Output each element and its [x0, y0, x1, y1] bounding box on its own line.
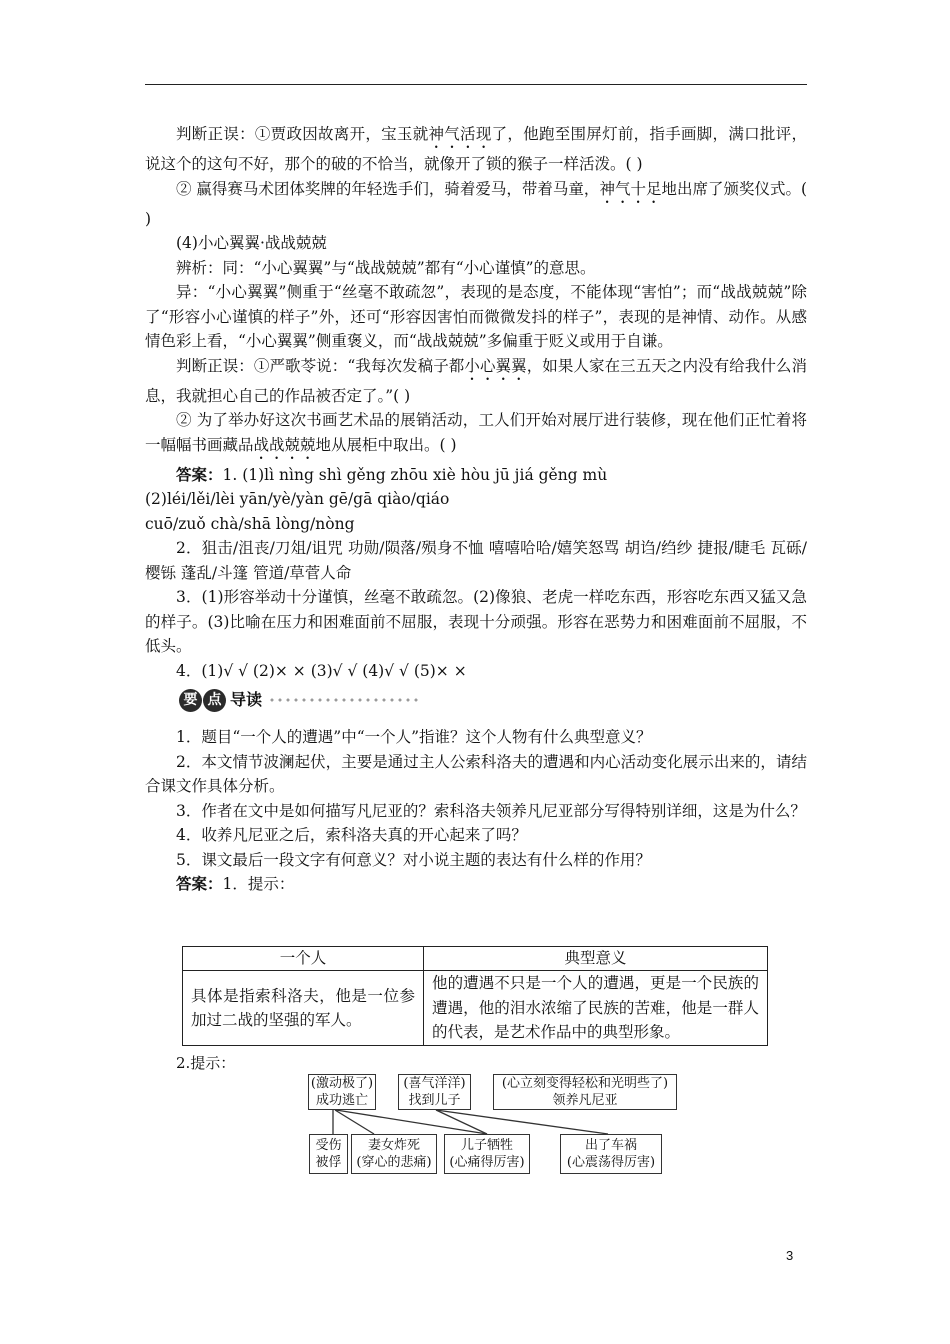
table-cell: 具体是指索科洛夫，他是一位参加过二战的坚强的军人。: [183, 971, 424, 1046]
flow-box-adopt: [493, 1074, 677, 1110]
flow-text: 妻女炸死: [367, 1138, 420, 1153]
banner-circle: 要: [179, 689, 202, 712]
flow-text: 出了车祸: [584, 1138, 637, 1153]
dotted-term: 小心翼翼: [464, 356, 527, 375]
answers-1-line5: 3．(1)形容举动十分谨慎，丝毫不敢疏忽。(2)像狼、老虎一样吃东西，形容吃东西又猛又急的样子。(3)比喻在压力和困难面前不屈服，表现十分顽强。形容在恶势力和困难面前不屈服，不低头。: [145, 588, 807, 655]
text: 1．提示：: [222, 875, 295, 893]
question-5: 5．课文最后一段文字有何意义？对小说主题的表达有什么样的作用？: [176, 850, 651, 869]
hint-2: 2.提示：: [176, 1054, 236, 1072]
question-2: 2．本文情节波澜起伏，主要是通过主人公索科洛夫的遭遇和内心活动变化展示出来的，请结合课文作具体分析。: [145, 752, 807, 795]
item4-same: 辨析：同：“小心翼翼”与“战战兢兢”都有“小心谨慎”的意思。: [176, 258, 596, 277]
question-1: 1．题目“一个人的遭遇”中“一个人”指谁？这个人物有什么典型意义？: [176, 728, 652, 746]
answers-1-line6: 4．(1)√ √ (2)× × (3)√ √ (4)√ √ (5)× ×: [176, 661, 467, 680]
item4-diff: 异：“小心翼翼”侧重于“丝毫不敢疏忽”，表现的是态度，不能体现“害怕”；而“战战兢兢”除了“形容小心谨慎的样子”外，还可“形容因害怕而微微发抖的样子”，表现的是神情、动作。从感情色彩上看，“小心翼翼”侧重褒义，而“战战兢兢”多偏重于贬义或用于自谦。: [145, 283, 807, 350]
flow-box-escape: [308, 1074, 376, 1110]
flow-text: (心立刻变得轻松和光明些了): [501, 1076, 669, 1091]
banner-circle: 点: [203, 689, 226, 712]
flow-text: (喜气洋洋): [403, 1076, 466, 1091]
flow-text: 被俘: [315, 1155, 342, 1170]
flow-box-accident: [560, 1134, 662, 1174]
question-4: 4．收养凡尼亚之后，索科洛夫真的开心起来了吗？: [176, 826, 527, 844]
page-number: 3: [786, 1248, 794, 1263]
flow-text: (激动极了): [310, 1076, 374, 1091]
flow-text: 成功逃亡: [315, 1093, 368, 1108]
text: ② 赢得赛马术团体奖牌的年轻选手们，骑着爱马，带着马童，: [176, 179, 600, 198]
dotted-term: 战战兢兢: [253, 435, 316, 454]
item4-title: (4)小心翼翼·战战兢兢: [176, 234, 327, 252]
text: 判断正误：①严歌苓说：“我每次发稿子都: [176, 356, 465, 375]
banner-title: 导读: [230, 689, 263, 709]
flow-text: (心痛得厉害): [449, 1155, 525, 1170]
flow-box-son-died: [444, 1134, 530, 1174]
flow-text: (心震荡得厉害): [566, 1155, 656, 1170]
flow-text: 受伤: [315, 1138, 342, 1153]
question-3: 3．作者在文中是如何描写凡尼亚的？索科洛夫领养凡尼亚部分写得特别详细，这是为什么？: [176, 801, 806, 820]
flow-text: 儿子牺牲: [460, 1138, 513, 1153]
flow-box-captured: [309, 1134, 348, 1174]
flow-box-wife-killed: [351, 1134, 437, 1174]
text: 地从展柜中取出。( ): [315, 435, 457, 454]
table-cell: 他的遭遇不只是一个人的遭遇，更是一个民族的遭遇，他的泪水浓缩了民族的苦难，他是一群人的代表，是艺术作品中的典型形象。: [424, 971, 768, 1046]
flow-text: 领养凡尼亚: [552, 1093, 618, 1108]
answers-1-line3: cuō/zuǒ chà/shā lòng/nòng: [145, 514, 355, 533]
text: 了，他跑至围屏灯前，指手画脚，满口批评，说这个的这句不好，那个的破的不恰当，就像开了锁的猴子一样活泼。( ): [145, 125, 807, 173]
text: 1. (1)lì nìng shì gěng zhōu xiè hòu jū jiá gěng mù: [222, 465, 608, 484]
flow-text: (穿心的悲痛): [356, 1155, 432, 1170]
dotted-term: 神气十足: [599, 179, 662, 198]
table-header: 典型意义: [424, 947, 768, 971]
text: ，如果人家在三五天之内没有给我什么消息，我就担心自己的作品被否定了。”( ): [145, 356, 807, 405]
text: ② 为了举办好这次书画艺术品的展销活动，工人们开始对展厅进行装修，现在他们正忙着将一幅幅书画藏品: [145, 411, 807, 454]
text: 地出席了颁奖仪式。( ): [145, 179, 808, 228]
answer-label: 答案：: [176, 874, 223, 893]
flow-text: 找到儿子: [408, 1093, 461, 1108]
answers-1-line2: (2)léi/lěi/lèi yān/yè/yàn gē/gā qiào/qiáo: [145, 490, 450, 508]
answers-1-line4: 2．狙击/沮丧/刀俎/诅咒 功勋/陨落/殒身不恤 嘻嘻哈哈/嬉笑怒骂 胡诌/绉纱 捷报/睫毛 瓦砾/樱铄 蓬乱/斗篷 管道/草菅人命: [145, 539, 807, 582]
text: 判断正误：①贾政因故离开，宝玉就: [176, 125, 429, 143]
table-header: 一个人: [183, 947, 424, 971]
answer-label: 答案：: [176, 464, 223, 484]
dotted-term: 神气活现: [428, 125, 492, 143]
flow-box-found-son: [398, 1074, 471, 1110]
